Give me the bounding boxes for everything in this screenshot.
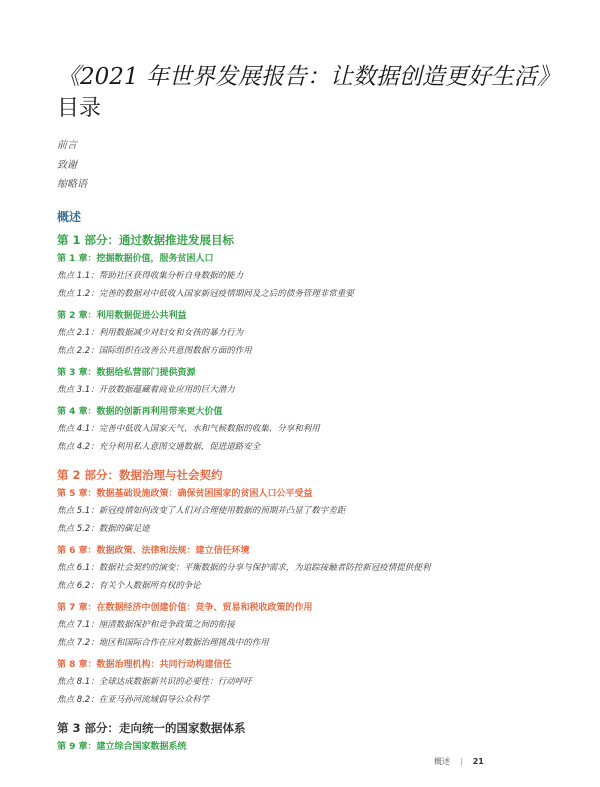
front-matter-item[interactable]: 前言 <box>57 140 77 151</box>
toc-heading: 目录 <box>57 96 102 121</box>
part-3-heading[interactable]: 第 3 部分：走向统一的国家数据体系 <box>57 721 246 735</box>
focus-item[interactable]: 焦点 6.2：有关个人数据所有权的争论 <box>57 581 201 591</box>
page-number: 21 <box>472 757 484 766</box>
chapter-1[interactable]: 第 1 章：挖掘数据价值，服务贫困人口 <box>57 254 214 264</box>
focus-item[interactable]: 焦点 7.1：厘清数据保护和竞争政策之间的衔接 <box>57 620 235 630</box>
chapter-9[interactable]: 第 9 章：建立综合国家数据系统 <box>57 742 187 752</box>
table-of-contents <box>57 231 587 758</box>
chapter-2[interactable]: 第 2 章：利用数据促进公共利益 <box>57 311 187 321</box>
focus-item[interactable]: 焦点 7.2：地区和国际合作在应对数据治理挑战中的作用 <box>57 638 269 648</box>
focus-item[interactable]: 焦点 2.2：国际组织在改善公共意图数据方面的作用 <box>57 346 252 356</box>
footer-section-label: 概述 <box>434 757 450 766</box>
focus-item[interactable]: 焦点 6.1：数据社会契约的演变：平衡数据的分享与保护需求，为追踪接触者防控新冠疫情提供便利 <box>57 563 431 573</box>
focus-item[interactable]: 焦点 8.2：在亚马孙河流域倡导公众科学 <box>57 695 210 705</box>
chapter-6[interactable]: 第 6 章：数据政策、法律和法规：建立信任环境 <box>57 546 250 556</box>
overview-link[interactable]: 概述 <box>57 210 82 224</box>
part-1-heading[interactable]: 第 1 部分：通过数据推进发展目标 <box>57 233 235 247</box>
part-2-heading[interactable]: 第 2 部分：数据治理与社会契约 <box>57 468 223 482</box>
focus-item[interactable]: 焦点 5.2：数据的碳足迹 <box>57 524 150 534</box>
focus-item[interactable]: 焦点 1.2：完善的数据对中低收入国家新冠疫情期间及之后的债务管理非常重要 <box>57 289 354 299</box>
chapter-8[interactable]: 第 8 章：数据治理机构：共同行动构建信任 <box>57 660 232 670</box>
footer-separator: | <box>460 757 463 766</box>
focus-item[interactable]: 焦点 5.1：新冠疫情如何改变了人们对合理使用数据的预期并凸显了数字差距 <box>57 506 346 516</box>
front-matter-list <box>57 139 87 198</box>
chapter-3[interactable]: 第 3 章：数据给私营部门提供资源 <box>57 368 196 378</box>
page-footer <box>434 756 484 767</box>
focus-item[interactable]: 焦点 1.1：帮助社区获得收集分析自身数据的能力 <box>57 271 244 281</box>
focus-item[interactable]: 焦点 4.2：充分利用私人意图交通数据，促进道路安全 <box>57 442 261 452</box>
chapter-7[interactable]: 第 7 章：在数据经济中创建价值：竞争、贸易和税收政策的作用 <box>57 603 313 613</box>
front-matter-item[interactable]: 致谢 <box>57 159 77 171</box>
chapter-5[interactable]: 第 5 章：数据基础设施政策：确保贫困国家的贫困人口公平受益 <box>57 489 313 499</box>
focus-item[interactable]: 焦点 3.1：开放数据蕴藏着商业应用的巨大潜力 <box>57 385 235 395</box>
chapter-4[interactable]: 第 4 章：数据的创新再利用带来更大价值 <box>57 407 223 417</box>
focus-item[interactable]: 焦点 2.1：利用数据减少对妇女和女孩的暴力行为 <box>57 328 244 338</box>
document-title: 《2021 年世界发展报告：让数据创造更好生活》 <box>57 64 560 90</box>
focus-item[interactable]: 焦点 4.1：完善中低收入国家天气、水和气候数据的收集、分享和利用 <box>57 424 320 434</box>
front-matter-item[interactable]: 缩略语 <box>57 179 87 190</box>
focus-item[interactable]: 焦点 8.1：全球达成数据新共识的必要性：行动呼吁 <box>57 677 252 687</box>
